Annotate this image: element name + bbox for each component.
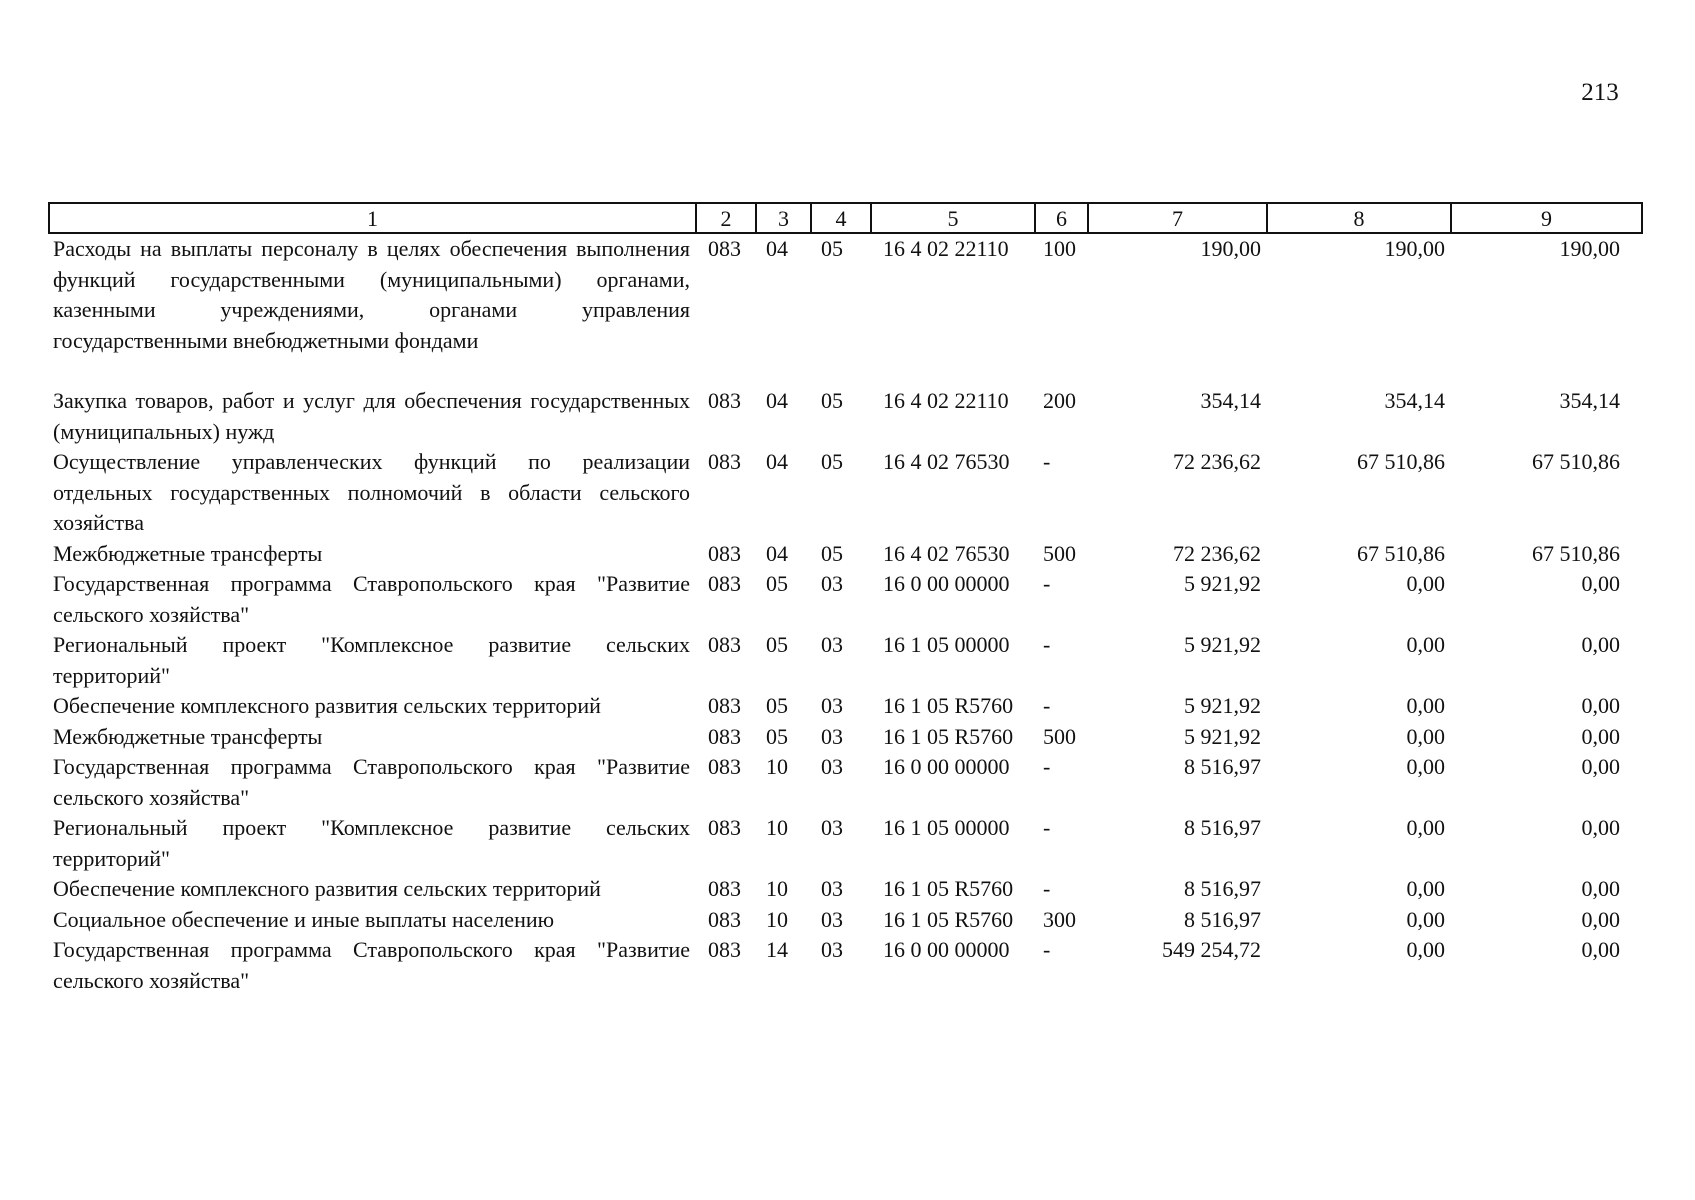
row-pr: 05 — [821, 540, 843, 566]
column-header-7: 7 — [1088, 203, 1267, 233]
row-rz: 05 — [766, 723, 788, 749]
row-pr: 05 — [821, 388, 843, 413]
row-vr: - — [1043, 815, 1051, 840]
row-csr: 16 1 05 R5760 — [883, 693, 1014, 718]
row-year1: 72 236,62 — [1173, 540, 1261, 566]
row-csr: 16 0 00 00000 — [883, 937, 1010, 962]
row-name: Региональный проект "Комплексное развитие сельских территорий" — [53, 632, 690, 688]
row-year2: 67 510,86 — [1357, 449, 1445, 474]
row-csr: 16 4 02 76530 — [883, 449, 1010, 474]
row-ved: 083 — [708, 906, 741, 932]
row-csr: 16 4 02 22110 — [883, 388, 1009, 413]
row-name: Межбюджетные трансферты — [53, 723, 323, 749]
table-body — [49, 233, 1642, 996]
row-year3: 67 510,86 — [1532, 540, 1620, 566]
row-vr: - — [1043, 754, 1051, 779]
budget-table — [48, 202, 1643, 996]
row-year3: 0,00 — [1581, 693, 1620, 718]
column-header-2: 2 — [696, 203, 756, 233]
row-pr: 03 — [821, 632, 843, 657]
row-name: Государственная программа Ставропольского края "Развитие сельского хозяйства" — [53, 937, 690, 993]
row-name: Осуществление управленческих функций по реализации отдельных государственных полномочий в области сельского хозяйства — [53, 449, 690, 535]
row-year1: 549 254,72 — [1162, 937, 1261, 962]
row-ved: 083 — [708, 693, 741, 718]
row-pr: 03 — [821, 754, 843, 779]
row-ved: 083 — [708, 876, 741, 901]
row-name: Обеспечение комплексного развития сельских территорий — [53, 876, 601, 901]
row-name: Обеспечение комплексного развития сельских территорий — [53, 693, 601, 718]
row-year1: 5 921,92 — [1184, 693, 1261, 718]
row-pr: 05 — [821, 236, 843, 261]
row-vr: - — [1043, 449, 1051, 474]
row-year1: 8 516,97 — [1184, 906, 1261, 932]
row-vr: 300 — [1043, 906, 1076, 932]
row-year3: 0,00 — [1581, 815, 1620, 840]
row-rz: 10 — [766, 906, 788, 932]
row-rz: 04 — [766, 236, 788, 261]
row-year2: 0,00 — [1406, 693, 1445, 718]
row-rz: 04 — [766, 540, 788, 566]
row-year1: 8 516,97 — [1184, 876, 1261, 901]
table-row — [49, 691, 1642, 722]
row-year3: 0,00 — [1581, 906, 1620, 932]
row-year3: 0,00 — [1581, 754, 1620, 779]
row-ved: 083 — [708, 632, 741, 657]
table-row — [49, 233, 1642, 386]
row-csr: 16 0 00 00000 — [883, 754, 1010, 779]
row-year1: 8 516,97 — [1184, 815, 1261, 840]
row-vr: - — [1043, 876, 1051, 901]
row-csr: 16 1 05 00000 — [883, 815, 1010, 840]
row-year2: 0,00 — [1406, 906, 1445, 932]
table-row — [49, 752, 1642, 813]
table-row — [49, 813, 1642, 874]
row-year2: 0,00 — [1406, 754, 1445, 779]
row-year1: 8 516,97 — [1184, 754, 1261, 779]
column-header-3: 3 — [756, 203, 811, 233]
row-year2: 0,00 — [1406, 937, 1445, 962]
column-header-1: 1 — [49, 203, 696, 233]
row-vr: - — [1043, 632, 1051, 657]
row-pr: 03 — [821, 723, 843, 749]
row-ved: 083 — [708, 754, 741, 779]
row-year3: 0,00 — [1581, 723, 1620, 749]
row-year2: 0,00 — [1406, 815, 1445, 840]
row-csr: 16 1 05 R5760 — [883, 906, 1014, 932]
row-year3: 190,00 — [1559, 236, 1620, 261]
row-year2: 67 510,86 — [1357, 540, 1445, 566]
row-year2: 0,00 — [1406, 632, 1445, 657]
row-year2: 354,14 — [1384, 388, 1445, 413]
row-ved: 083 — [708, 723, 741, 749]
table-row — [49, 630, 1642, 691]
table-row — [49, 905, 1642, 936]
row-year3: 0,00 — [1581, 876, 1620, 901]
row-ved: 083 — [708, 815, 741, 840]
row-ved: 083 — [708, 571, 741, 596]
row-name: Государственная программа Ставропольского края "Развитие сельского хозяйства" — [53, 571, 690, 627]
row-pr: 03 — [821, 906, 843, 932]
row-name: Социальное обеспечение и иные выплаты населению — [53, 906, 555, 932]
row-pr: 03 — [821, 571, 843, 596]
row-vr: - — [1043, 571, 1051, 596]
row-year1: 72 236,62 — [1173, 449, 1261, 474]
header-row — [49, 203, 1642, 233]
row-pr: 03 — [821, 937, 843, 962]
row-csr: 16 0 00 00000 — [883, 571, 1010, 596]
table-row — [49, 447, 1642, 539]
row-year3: 0,00 — [1581, 571, 1620, 596]
row-name: Государственная программа Ставропольского края "Развитие сельского хозяйства" — [53, 754, 690, 810]
table-row — [49, 722, 1642, 753]
table-row — [49, 569, 1642, 630]
row-rz: 04 — [766, 388, 788, 413]
row-rz: 10 — [766, 876, 788, 901]
row-year2: 0,00 — [1406, 723, 1445, 749]
row-rz: 10 — [766, 754, 788, 779]
row-rz: 04 — [766, 449, 788, 474]
table-row — [49, 386, 1642, 447]
row-year1: 354,14 — [1200, 388, 1261, 413]
column-header-6: 6 — [1035, 203, 1088, 233]
row-csr: 16 1 05 R5760 — [883, 876, 1014, 901]
row-name: Межбюджетные трансферты — [53, 540, 323, 566]
row-vr: 500 — [1043, 723, 1076, 749]
column-header-8: 8 — [1267, 203, 1451, 233]
row-pr: 05 — [821, 449, 843, 474]
row-rz: 05 — [766, 571, 788, 596]
column-header-4: 4 — [811, 203, 871, 233]
row-name: Расходы на выплаты персоналу в целях обеспечения выполнения функций государственными (муниципальными) органами, казенными учреждениями, органами управления государственными внебюджетными фондами — [53, 236, 690, 353]
row-ved: 083 — [708, 236, 741, 261]
row-ved: 083 — [708, 388, 741, 413]
row-ved: 083 — [708, 540, 741, 566]
row-pr: 03 — [821, 815, 843, 840]
column-header-9: 9 — [1451, 203, 1642, 233]
row-csr: 16 4 02 76530 — [883, 540, 1010, 566]
row-ved: 083 — [708, 449, 741, 474]
row-rz: 05 — [766, 632, 788, 657]
row-year2: 190,00 — [1384, 236, 1445, 261]
row-vr: - — [1043, 693, 1051, 718]
row-rz: 14 — [766, 937, 788, 962]
page-number: 213 — [1581, 79, 1619, 106]
row-csr: 16 1 05 R5760 — [883, 723, 1014, 749]
row-year1: 5 921,92 — [1184, 632, 1261, 657]
table-row — [49, 874, 1642, 905]
row-csr: 16 4 02 22110 — [883, 236, 1009, 261]
row-year3: 0,00 — [1581, 632, 1620, 657]
row-name: Региональный проект "Комплексное развитие сельских территорий" — [53, 815, 690, 871]
row-year3: 354,14 — [1559, 388, 1620, 413]
row-year1: 5 921,92 — [1184, 723, 1261, 749]
row-rz: 10 — [766, 815, 788, 840]
row-vr: 200 — [1043, 388, 1076, 413]
row-pr: 03 — [821, 876, 843, 901]
row-name: Закупка товаров, работ и услуг для обеспечения государственных (муниципальных) нужд — [53, 388, 690, 444]
row-pr: 03 — [821, 693, 843, 718]
row-vr: - — [1043, 937, 1051, 962]
row-vr: 500 — [1043, 540, 1076, 566]
row-year3: 0,00 — [1581, 937, 1620, 962]
row-vr: 100 — [1043, 236, 1076, 261]
table-header — [49, 203, 1642, 233]
table-row — [49, 539, 1642, 570]
row-year2: 0,00 — [1406, 876, 1445, 901]
row-rz: 05 — [766, 693, 788, 718]
row-year3: 67 510,86 — [1532, 449, 1620, 474]
row-ved: 083 — [708, 937, 741, 962]
row-year1: 190,00 — [1200, 236, 1261, 261]
row-csr: 16 1 05 00000 — [883, 632, 1010, 657]
row-year2: 0,00 — [1406, 571, 1445, 596]
table-row — [49, 935, 1642, 996]
column-header-5: 5 — [871, 203, 1035, 233]
row-year1: 5 921,92 — [1184, 571, 1261, 596]
